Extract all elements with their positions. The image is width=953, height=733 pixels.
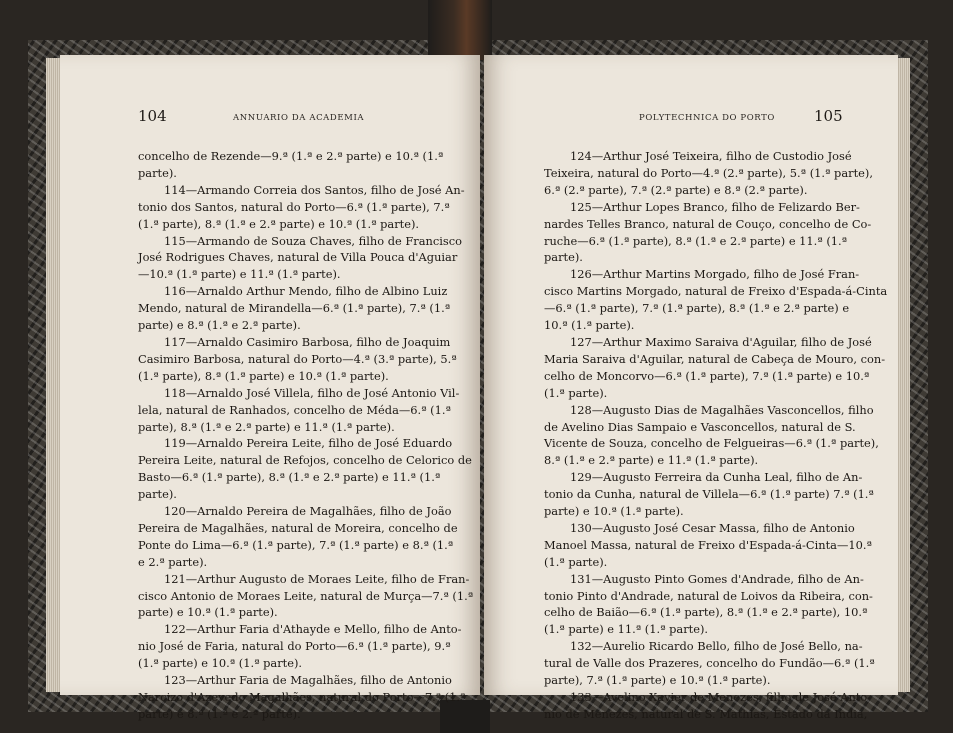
text-line: 116—Arnaldo Arthur Mendo, filho de Albino Luiz <box>164 284 448 299</box>
text-line: e 2.ª parte). <box>138 554 208 569</box>
text-line: 125—Arthur Lopes Branco, filho de Felizardo Ber- <box>570 199 860 214</box>
text-line: —10.ª (1.ª parte) e 11.ª (1.ª parte). <box>138 267 341 282</box>
entry-paragraph <box>544 199 872 267</box>
entry-paragraph <box>544 689 872 723</box>
text-line: tural de Valle dos Prazeres, concelho do Fundão—6.ª (1.ª <box>544 656 875 671</box>
text-line: (1.ª parte) e 10.ª (1.ª parte). <box>138 656 303 671</box>
text-line: 133—Avelino Xavier de Menezes, filho de José Anto- <box>570 690 872 704</box>
entry-paragraph <box>138 182 465 233</box>
text-line: 6.ª (2.ª parte), 7.ª (2.ª parte) e 8.ª (2.ª parte). <box>544 182 808 197</box>
text-line: parte), 8.ª (1.ª e 2.ª parte) e 11.ª (1.ª parte). <box>138 419 395 434</box>
text-line: 132—Aurelio Ricardo Bello, filho de José Bello, na- <box>570 639 863 654</box>
text-line: 119—Arnaldo Pereira Leite, filho de José Eduardo <box>164 436 453 451</box>
text-line: Casimiro Barbosa, natural do Porto—4.ª (3.ª parte), 5.ª <box>138 351 457 366</box>
text-line: (1.ª parte). <box>544 554 608 569</box>
text-line: nio José de Faria, natural do Porto—6.ª (1.ª parte), 9.ª <box>138 639 451 654</box>
text-line: tonio Pinto d'Andrade, natural de Loivos da Ribeira, con- <box>544 588 873 603</box>
text-line: tonio da Cunha, natural de Villela—6.ª (1.ª parte) 7.ª (1.ª <box>544 487 874 502</box>
text-line: lela, natural de Ranhados, concelho de Méda—6.ª (1.ª <box>138 402 451 417</box>
running-header: POLYTECHNICA DO PORTO <box>639 113 775 123</box>
text-line: 118—Arnaldo José Villela, filho de José Antonio Vil- <box>164 385 460 400</box>
text-line: celho de Moncorvo—6.ª (1.ª parte), 7.ª (1.ª parte) e 10.ª <box>544 368 870 383</box>
text-line: parte). <box>544 250 583 265</box>
text-line: 115—Armando de Souza Chaves, filho de Francisco <box>164 233 462 248</box>
text-line: parte), 7.ª (1.ª parte) e 10.ª (1.ª parte). <box>544 673 771 688</box>
entry-paragraph <box>138 571 474 622</box>
text-line: Pereira Leite, natural de Refojos, concelho de Celorico de <box>138 453 472 468</box>
entry-paragraph <box>138 435 472 503</box>
text-line: concelho de Rezende—9.ª (1.ª e 2.ª parte) e 10.ª (1.ª <box>138 149 444 163</box>
page-number: 105 <box>814 107 843 125</box>
entry-paragraph <box>138 672 466 723</box>
entry-paragraph <box>544 148 873 199</box>
text-line: 123—Arthur Faria de Magalhães, filho de Antonio <box>164 673 452 688</box>
text-line: Pereira de Magalhães, natural de Moreira, concelho de <box>138 520 458 535</box>
text-line: 117—Arnaldo Casimiro Barbosa, filho de Joaquim <box>164 334 451 349</box>
text-line: 126—Arthur Martins Morgado, filho de José Fran- <box>570 267 860 282</box>
text-line: 121—Arthur Augusto de Moraes Leite, filho de Fran- <box>164 571 470 586</box>
text-line: 124—Arthur José Teixeira, filho de Custodio José <box>570 149 852 163</box>
entry-paragraph <box>544 266 888 334</box>
page-body <box>544 148 888 723</box>
entry-paragraph <box>544 402 879 470</box>
text-line: 8.ª (1.ª e 2.ª parte) e 11.ª (1.ª parte). <box>544 453 759 468</box>
right-page <box>484 55 898 721</box>
text-line: Basto—6.ª (1.ª parte), 8.ª (1.ª e 2.ª parte) e 11.ª (1.ª <box>138 470 441 485</box>
text-line: 128—Augusto Dias de Magalhães Vasconcellos, filho <box>570 402 874 417</box>
entry-paragraph <box>544 334 886 402</box>
page-body <box>138 148 474 723</box>
text-line: 10.ª (1.ª parte). <box>544 318 635 333</box>
text-line: Narcizo d'Azevedo Magalhães, natural do Porto—7.ª (1.ª <box>138 690 466 704</box>
text-line: (1.ª parte). <box>544 385 608 400</box>
text-line: Ponte do Lima—6.ª (1.ª parte), 7.ª (1.ª parte) e 8.ª (1.ª <box>138 537 454 552</box>
text-line: 120—Arnaldo Pereira de Magalhães, filho de João <box>164 504 452 519</box>
text-line: parte). <box>138 487 177 502</box>
text-line: 129—Augusto Ferreira da Cunha Leal, filho de An- <box>570 470 863 485</box>
entry-paragraph <box>544 638 875 689</box>
text-line: nardes Telles Branco, natural de Couço, concelho de Co- <box>544 216 872 231</box>
text-line: (1.ª parte) e 11.ª (1.ª parte). <box>544 622 709 637</box>
page-number: 104 <box>138 107 167 125</box>
entry-paragraph <box>138 503 458 571</box>
text-line: ruche—6.ª (1.ª parte), 8.ª (1.ª e 2.ª parte) e 11.ª (1.ª <box>544 233 848 248</box>
text-line: tonio dos Santos, natural do Porto—6.ª (1.ª parte), 7.ª <box>138 199 450 214</box>
text-line: parte) e 8.ª (1.ª e 2.ª parte). <box>138 706 301 721</box>
entry-paragraph <box>544 571 873 639</box>
text-line: de Avelino Dias Sampaio e Vasconcellos, natural de S. <box>544 419 856 434</box>
entry-paragraph <box>138 334 458 385</box>
text-line: Maria Saraiva d'Aguilar, natural de Cabeça de Mouro, con- <box>544 351 886 366</box>
text-line: 130—Augusto José Cesar Massa, filho de Antonio <box>570 520 855 535</box>
text-line: Vicente de Souza, concelho de Felgueiras—6.ª (1.ª parte), <box>544 436 879 451</box>
text-line: Manoel Massa, natural de Freixo d'Espada-á-Cinta—10.ª <box>544 537 872 552</box>
text-line: —6.ª (1.ª parte), 7.ª (1.ª parte), 8.ª (1.ª e 2.ª parte) e <box>544 301 850 316</box>
text-line: parte) e 8.ª (1.ª e 2.ª parte). <box>138 318 301 333</box>
text-line: parte) e 10.ª (1.ª parte). <box>138 605 278 620</box>
entry-paragraph <box>138 283 458 334</box>
text-line: parte) e 10.ª (1.ª parte). <box>544 504 684 519</box>
text-line: parte). <box>138 165 177 180</box>
text-line: (1.ª parte), 8.ª (1.ª e 2.ª parte) e 10.ª (1.ª parte). <box>138 216 420 231</box>
text-line: cisco Martins Morgado, natural de Freixo d'Espada-á-Cinta <box>544 284 888 299</box>
text-line: Mendo, natural de Mirandella—6.ª (1.ª parte), 7.ª (1.ª <box>138 301 451 316</box>
text-line: 114—Armando Correia dos Santos, filho de José An- <box>164 182 465 197</box>
text-line: (1.ª parte), 8.ª (1.ª parte) e 10.ª (1.ª parte). <box>138 368 389 383</box>
entry-paragraph <box>544 520 872 571</box>
text-line: 122—Arthur Faria d'Athayde e Mello, filho de Anto- <box>164 622 462 637</box>
entry-paragraph <box>138 385 458 436</box>
text-line: nio de Menezes, natural de S. Mathias, Estado da India, <box>544 706 868 721</box>
page-edges-right <box>896 58 910 692</box>
text-line: 127—Arthur Maximo Saraiva d'Aguilar, filho de José <box>570 334 872 349</box>
entry-paragraph <box>138 621 462 672</box>
text-line: José Rodrigues Chaves, natural de Villa Pouca d'Aguiar <box>138 250 458 265</box>
entry-paragraph <box>138 233 462 284</box>
text-line: 131—Augusto Pinto Gomes d'Andrade, filho de An- <box>570 571 864 586</box>
spine <box>428 0 492 60</box>
left-page <box>60 55 480 721</box>
text-line: celho de Baião—6.ª (1.ª parte), 8.ª (1.ª e 2.ª parte), 10.ª <box>544 605 868 620</box>
entry-paragraph <box>138 148 458 182</box>
entry-paragraph <box>544 469 874 520</box>
running-header: ANNUARIO DA ACADEMIA <box>233 113 365 123</box>
text-line: Teixeira, natural do Porto—4.ª (2.ª parte), 5.ª (1.ª parte), <box>544 165 873 180</box>
text-line: cisco Antonio de Moraes Leite, natural de Murça—7.ª (1.ª <box>138 588 474 603</box>
